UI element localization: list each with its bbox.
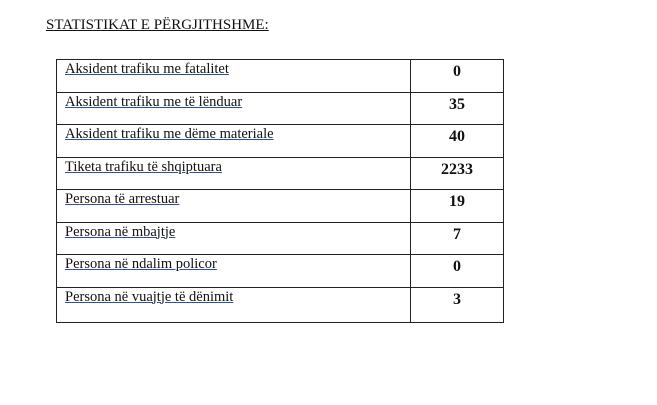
table-row <box>57 157 504 190</box>
document-title: STATISTIKAT E PËRGJITHSHME: <box>46 17 269 33</box>
row-label-detained: Persona në mbajtje <box>57 222 411 255</box>
table-row <box>57 125 504 158</box>
row-value-injury-accidents: 35 <box>411 92 504 125</box>
row-label-serving-sentence: Persona në vuajtje të dënimit <box>57 287 411 322</box>
table-row <box>57 287 504 322</box>
row-label-police-custody: Persona në ndalim policor <box>57 255 411 288</box>
row-label-damage-accidents: Aksident trafiku me dëme materiale <box>57 125 411 158</box>
row-value-fatal-accidents: 0 <box>411 60 504 93</box>
row-value-serving-sentence: 3 <box>411 287 504 322</box>
row-label-arrested: Persona të arrestuar <box>57 190 411 223</box>
table-row <box>57 60 504 93</box>
row-label-injury-accidents: Aksident trafiku me të lënduar <box>57 92 411 125</box>
row-label-fatal-accidents: Aksident trafiku me fatalitet <box>57 60 411 93</box>
row-value-detained: 7 <box>411 222 504 255</box>
row-value-arrested: 19 <box>411 190 504 223</box>
table-row <box>57 190 504 223</box>
table-row <box>57 255 504 288</box>
row-value-police-custody: 0 <box>411 255 504 288</box>
row-label-traffic-tickets: Tiketa trafiku të shqiptuara <box>57 157 411 190</box>
table-row <box>57 92 504 125</box>
statistics-table <box>56 59 504 323</box>
row-value-traffic-tickets: 2233 <box>411 157 504 190</box>
row-value-damage-accidents: 40 <box>411 125 504 158</box>
table-row <box>57 222 504 255</box>
